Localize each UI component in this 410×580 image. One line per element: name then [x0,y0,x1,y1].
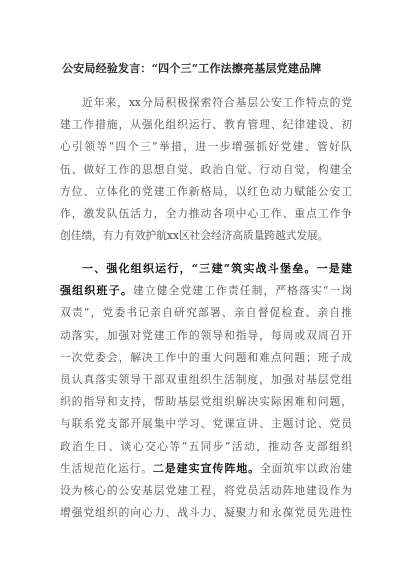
paragraph-line: 创佳绩，有力有效护航xx区社会经济高质量跨越式发展。 [60,229,329,243]
paragraph-line: 动落实，加强对党建工作的领导和指导，每周或双周召开 [60,328,352,342]
paragraph-line: 建工作措施，从强化组织运行、教育管理、纪律建设、初 [60,118,352,132]
subheading-label: 二是建实宣传阵地。 [152,461,261,475]
section-1-paragraph [60,258,352,524]
paragraph-text: 全面筑牢以政治建 [260,461,352,475]
paragraph-line: 心引领等“四个三”举措，进一步增强抓好党建、管好队 [60,140,352,154]
paragraph-line: 增强党组织的向心力、战斗力、凝聚力和永葆党员先进性 [60,506,352,520]
paragraph-line: 一次党委会，解决工作中的重大问题和难点问题；班子成 [60,350,352,364]
paragraph-text: 生活规范化运行。 [60,461,153,475]
paragraph-line: 织的指导和支持，帮助基层党组织解决实际困难和问题， [60,395,352,409]
paragraph-line: 员认真落实领导干部双重组织生活制度，加强对基层党组 [60,372,352,386]
paragraph-line [60,458,352,480]
document-title: 公安局经验发言：“四个三”工作法擦亮基层党建品牌 [62,62,322,75]
subheading-label: 强组织班子。 [60,284,134,298]
paragraph-line: 与联系党支部开展集中学习、党课宣讲、主题讨论、党员 [60,417,352,431]
paragraph-line: 伍、做好工作的思想自觉、政治自觉、行动自觉，构建全 [60,162,352,176]
section-heading: 一、强化组织运行，“三建”筑实战斗堡垒。一是建 [82,262,352,275]
paragraph-line [60,280,352,302]
paragraph-line: 设为核心的公安基层党建工程，将党员活动阵地建设作为 [60,483,352,497]
paragraph-text: 建立健全党建工作责任制，严格落实“一岗 [133,284,352,298]
paragraph-line: 作，激发队伍活力，全力推动各项中心工作、重点工作争 [60,206,352,220]
intro-paragraph [60,92,352,247]
paragraph-line: 政治生日、谈心交心等“五同步”活动，推动各支部组织 [60,439,352,453]
paragraph-line: 双责”，党委书记亲自研究部署、亲自督促检查、亲自推 [60,306,352,320]
section-heading-line [60,258,352,280]
paragraph-line: 近年来，xx分局积极探索符合基层公安工作特点的党 [82,96,352,109]
paragraph-line: 方位、立体化的党建工作新格局，以红色动力赋能公安工 [60,184,352,198]
